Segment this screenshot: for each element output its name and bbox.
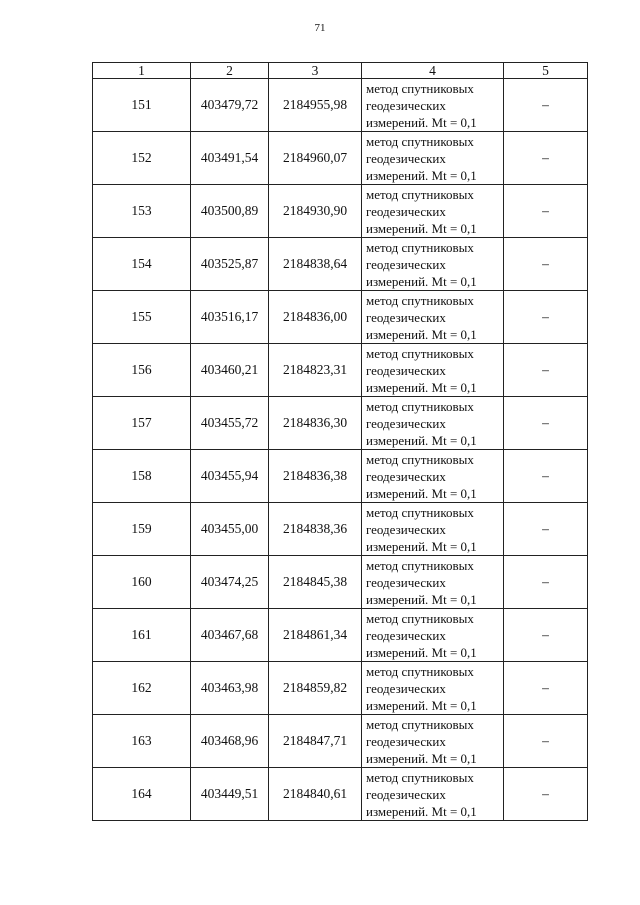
x-coordinate-cell: 403455,00 (191, 503, 269, 556)
point-number-cell: 152 (93, 132, 191, 185)
y-coordinate-cell: 2184845,38 (269, 556, 362, 609)
y-coordinate-cell: 2184861,34 (269, 609, 362, 662)
y-coordinate-cell: 2184838,36 (269, 503, 362, 556)
page-number: 71 (314, 22, 326, 34)
note-cell: – (504, 185, 588, 238)
y-coordinate-cell: 2184859,82 (269, 662, 362, 715)
coordinates-table (92, 62, 588, 821)
method-line-3: измерений. Mt = 0,1 (366, 220, 477, 236)
method-line-1: метод спутниковых (366, 133, 474, 149)
method-line-3: измерений. Mt = 0,1 (366, 750, 477, 766)
note-cell: – (504, 662, 588, 715)
y-coordinate-cell: 2184836,30 (269, 397, 362, 450)
x-coordinate-cell: 403516,17 (191, 291, 269, 344)
x-coordinate-cell: 403460,21 (191, 344, 269, 397)
x-coordinate-cell: 403455,94 (191, 450, 269, 503)
table-row (93, 503, 588, 556)
point-number-cell: 163 (93, 715, 191, 768)
method-line-3: измерений. Mt = 0,1 (366, 591, 477, 607)
table-row (93, 291, 588, 344)
point-number-cell: 153 (93, 185, 191, 238)
method-line-2: геодезических (366, 309, 446, 325)
method-line-2: геодезических (366, 786, 446, 802)
method-line-3: измерений. Mt = 0,1 (366, 697, 477, 713)
note-cell: – (504, 79, 588, 132)
table-row (93, 238, 588, 291)
point-number-cell: 158 (93, 450, 191, 503)
method-line-1: метод спутниковых (366, 239, 474, 255)
y-coordinate-cell: 2184836,38 (269, 450, 362, 503)
method-line-2: геодезических (366, 468, 446, 484)
y-coordinate-cell: 2184930,90 (269, 185, 362, 238)
table-row (93, 715, 588, 768)
method-line-3: измерений. Mt = 0,1 (366, 167, 477, 183)
note-cell: – (504, 397, 588, 450)
method-cell (362, 397, 504, 450)
table-row (93, 397, 588, 450)
method-line-3: измерений. Mt = 0,1 (366, 485, 477, 501)
method-line-1: метод спутниковых (366, 292, 474, 308)
method-cell (362, 609, 504, 662)
method-cell (362, 715, 504, 768)
header-col-3: 3 (269, 63, 362, 79)
point-number-cell: 156 (93, 344, 191, 397)
table-row (93, 609, 588, 662)
y-coordinate-cell: 2184840,61 (269, 768, 362, 821)
method-line-1: метод спутниковых (366, 557, 474, 573)
method-line-1: метод спутниковых (366, 451, 474, 467)
method-line-3: измерений. Mt = 0,1 (366, 803, 477, 819)
method-line-2: геодезических (366, 150, 446, 166)
method-line-1: метод спутниковых (366, 186, 474, 202)
method-cell (362, 185, 504, 238)
method-cell (362, 132, 504, 185)
note-cell: – (504, 291, 588, 344)
y-coordinate-cell: 2184960,07 (269, 132, 362, 185)
y-coordinate-cell: 2184955,98 (269, 79, 362, 132)
method-line-1: метод спутниковых (366, 769, 474, 785)
header-col-1: 1 (93, 63, 191, 79)
y-coordinate-cell: 2184847,71 (269, 715, 362, 768)
point-number-cell: 159 (93, 503, 191, 556)
method-line-2: геодезических (366, 680, 446, 696)
method-line-2: геодезических (366, 203, 446, 219)
method-cell (362, 344, 504, 397)
point-number-cell: 160 (93, 556, 191, 609)
x-coordinate-cell: 403479,72 (191, 79, 269, 132)
header-col-2: 2 (191, 63, 269, 79)
x-coordinate-cell: 403500,89 (191, 185, 269, 238)
note-cell: – (504, 609, 588, 662)
point-number-cell: 161 (93, 609, 191, 662)
table-row (93, 185, 588, 238)
note-cell: – (504, 238, 588, 291)
x-coordinate-cell: 403525,87 (191, 238, 269, 291)
note-cell: – (504, 450, 588, 503)
method-cell (362, 79, 504, 132)
note-cell: – (504, 556, 588, 609)
method-line-2: геодезических (366, 574, 446, 590)
method-cell (362, 556, 504, 609)
table-row (93, 662, 588, 715)
method-line-1: метод спутниковых (366, 504, 474, 520)
table-row (93, 450, 588, 503)
method-line-2: геодезических (366, 362, 446, 378)
method-line-1: метод спутниковых (366, 716, 474, 732)
method-line-3: измерений. Mt = 0,1 (366, 114, 477, 130)
y-coordinate-cell: 2184823,31 (269, 344, 362, 397)
point-number-cell: 151 (93, 79, 191, 132)
table-header (93, 63, 588, 79)
table-row (93, 132, 588, 185)
note-cell: – (504, 715, 588, 768)
method-line-1: метод спутниковых (366, 663, 474, 679)
method-line-3: измерений. Mt = 0,1 (366, 326, 477, 342)
table-row (93, 556, 588, 609)
y-coordinate-cell: 2184838,64 (269, 238, 362, 291)
x-coordinate-cell: 403463,98 (191, 662, 269, 715)
x-coordinate-cell: 403455,72 (191, 397, 269, 450)
method-line-2: геодезических (366, 627, 446, 643)
method-line-1: метод спутниковых (366, 345, 474, 361)
x-coordinate-cell: 403449,51 (191, 768, 269, 821)
note-cell: – (504, 768, 588, 821)
note-cell: – (504, 344, 588, 397)
method-cell (362, 662, 504, 715)
x-coordinate-cell: 403491,54 (191, 132, 269, 185)
point-number-cell: 162 (93, 662, 191, 715)
table-row (93, 768, 588, 821)
header-row (93, 63, 588, 79)
x-coordinate-cell: 403468,96 (191, 715, 269, 768)
y-coordinate-cell: 2184836,00 (269, 291, 362, 344)
x-coordinate-cell: 403467,68 (191, 609, 269, 662)
method-cell (362, 238, 504, 291)
table-body (93, 79, 588, 821)
table-row (93, 344, 588, 397)
method-cell (362, 291, 504, 344)
method-line-1: метод спутниковых (366, 610, 474, 626)
method-line-2: геодезических (366, 415, 446, 431)
method-line-3: измерений. Mt = 0,1 (366, 644, 477, 660)
method-line-2: геодезических (366, 521, 446, 537)
method-line-2: геодезических (366, 256, 446, 272)
point-number-cell: 154 (93, 238, 191, 291)
header-col-4: 4 (362, 63, 504, 79)
method-line-3: измерений. Mt = 0,1 (366, 538, 477, 554)
method-line-1: метод спутниковых (366, 80, 474, 96)
method-line-2: геодезических (366, 97, 446, 113)
point-number-cell: 155 (93, 291, 191, 344)
header-col-5: 5 (504, 63, 588, 79)
method-line-1: метод спутниковых (366, 398, 474, 414)
point-number-cell: 164 (93, 768, 191, 821)
method-line-2: геодезических (366, 733, 446, 749)
x-coordinate-cell: 403474,25 (191, 556, 269, 609)
method-line-3: измерений. Mt = 0,1 (366, 432, 477, 448)
method-cell (362, 503, 504, 556)
note-cell: – (504, 132, 588, 185)
method-cell (362, 450, 504, 503)
point-number-cell: 157 (93, 397, 191, 450)
method-line-3: измерений. Mt = 0,1 (366, 273, 477, 289)
method-cell (362, 768, 504, 821)
table-row (93, 79, 588, 132)
method-line-3: измерений. Mt = 0,1 (366, 379, 477, 395)
note-cell: – (504, 503, 588, 556)
